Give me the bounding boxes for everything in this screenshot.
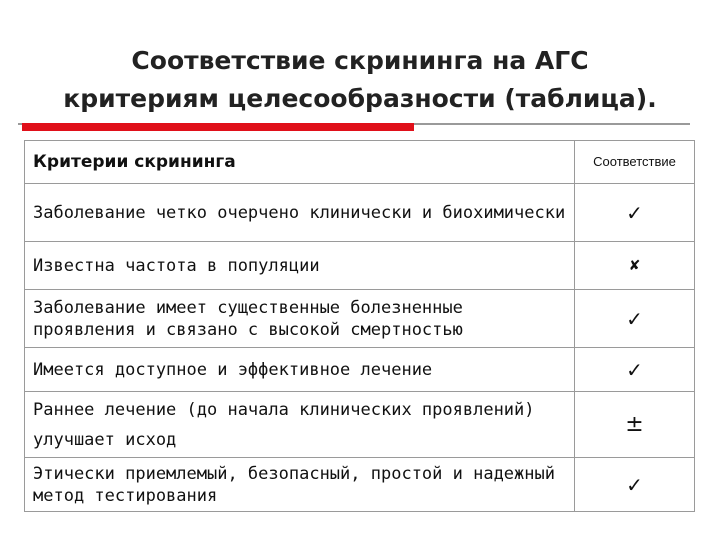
check-icon: ✓ (575, 458, 695, 512)
table-header-row (25, 141, 695, 184)
criterion-cell: Заболевание имеет существенные болезненные проявления и связано с высокой смертностью (25, 290, 575, 348)
title-accent-bar (22, 123, 414, 131)
slide-title (0, 42, 720, 118)
check-icon: ✓ (575, 290, 695, 348)
table-row (25, 184, 695, 242)
plus-minus-icon: ± (575, 392, 695, 458)
match-column-header: Соответствие (575, 141, 695, 184)
slide-title-line-2: критериям целесообразности (таблица). (63, 84, 657, 113)
criteria-column-header: Критерии скрининга (25, 141, 575, 184)
criterion-cell: Раннее лечение (до начала клинических проявлений) улучшает исход (25, 392, 575, 458)
table-row (25, 392, 695, 458)
criteria-table (24, 140, 695, 512)
criterion-cell: Имеется доступное и эффективное лечение (25, 348, 575, 392)
check-icon: ✓ (575, 184, 695, 242)
criterion-cell: Этически приемлемый, безопасный, простой и надежный метод тестирования (25, 458, 575, 512)
criterion-cell: Заболевание четко очерчено клинически и биохимически (25, 184, 575, 242)
check-icon: ✓ (575, 348, 695, 392)
cross-icon: ✘ (575, 242, 695, 290)
table-row (25, 458, 695, 512)
table-row (25, 242, 695, 290)
table-row (25, 348, 695, 392)
slide-title-line-1: Соответствие скрининга на АГС (131, 46, 589, 75)
criterion-cell: Известна частота в популяции (25, 242, 575, 290)
table-row (25, 290, 695, 348)
